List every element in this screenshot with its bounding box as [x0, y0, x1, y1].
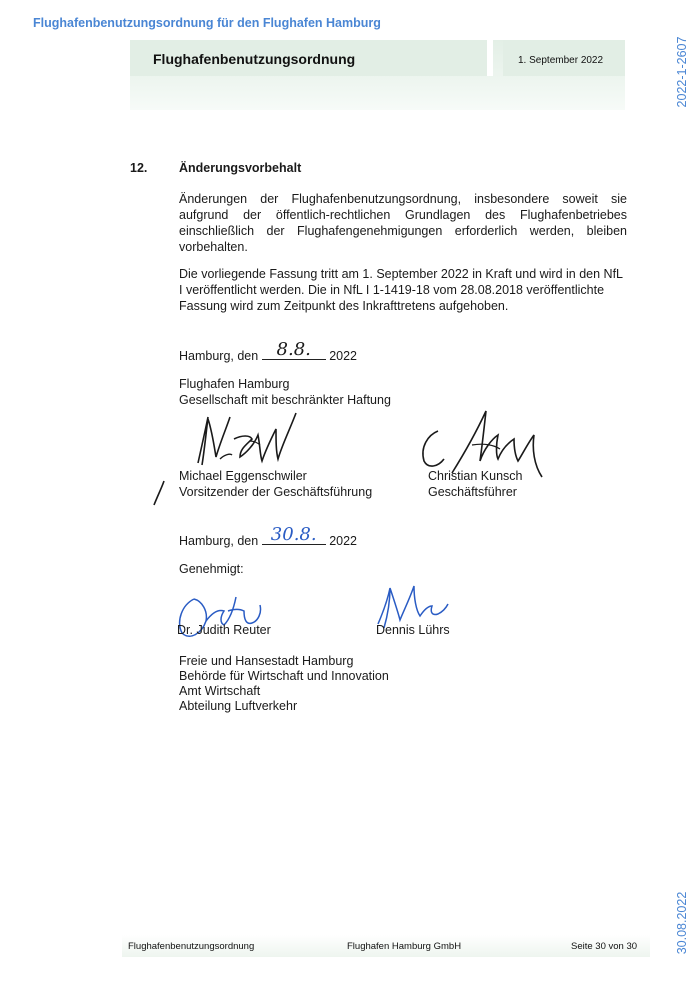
footer-left: Flughafenbenutzungsordnung — [128, 941, 255, 952]
section-title: Änderungsvorbehalt — [179, 161, 302, 175]
top-document-title: Flughafenbenutzungsordnung für den Flughafen Hamburg — [33, 16, 381, 30]
approved-label: Genehmigt: — [179, 562, 244, 576]
footer-page-number: Seite 30 von 30 — [571, 941, 638, 952]
signer-eggenschwiler-name: Michael Eggenschwiler — [179, 469, 307, 483]
signer-kunsch-name: Christian Kunsch — [428, 469, 523, 483]
authority-line-2: Behörde für Wirtschaft und Innovation — [179, 669, 389, 683]
side-date-stamp: 30.08.2022 — [675, 891, 689, 955]
year: 2022 — [329, 349, 357, 363]
year-2: 2022 — [329, 534, 357, 548]
signer-eggenschwiler-role: Vorsitzender der Geschäftsführung — [179, 485, 373, 499]
handwritten-date-2: 30.8. — [270, 524, 317, 545]
place-prefix-2: Hamburg, den — [179, 534, 259, 548]
date-fill-in-2 — [262, 524, 326, 545]
document-title: Flughafenbenutzungsordnung — [153, 51, 356, 67]
authority-line-3: Amt Wirtschaft — [179, 684, 261, 698]
authority-line-1: Freie und Hansestadt Hamburg — [179, 654, 354, 668]
signing-date-line-1 — [179, 339, 357, 364]
handwritten-date: 8.8. — [276, 339, 311, 360]
signer-luehrs-name: Dennis Lührs — [376, 623, 450, 637]
footer-center: Flughafen Hamburg GmbH — [347, 941, 462, 952]
section-paragraph-1: Änderungen der Flughafenbenutzungsordnung, insbesondere soweit sie aufgrund der öffentlich-rechtlichen Grundlagen des Flughafenbetriebes einschließlich der Flughafengenehmigungen erforderlich werden, bleiben vorbehalten. — [179, 192, 627, 254]
signer-reuter-name: Dr. Judith Reuter — [177, 623, 271, 637]
side-document-id: 2022-1-2607 — [675, 36, 689, 108]
org-line-1: Flughafen Hamburg — [179, 377, 290, 391]
date-fill-in-1 — [262, 339, 326, 360]
document-date: 1. September 2022 — [518, 55, 604, 66]
section-number: 12. — [130, 161, 148, 175]
place-prefix: Hamburg, den — [179, 349, 259, 363]
section-paragraph-2: Die vorliegende Fassung tritt am 1. September 2022 in Kraft und wird in den NfL I veröffentlicht werden. Die in NfL I 1-1419-18 vom 28.08.2018 veröffentlichte Fassung wird zum Zeitpunkt des Inkrafttretens aufgehoben. — [179, 267, 623, 313]
signing-date-line-2 — [179, 524, 357, 549]
org-line-2: Gesellschaft mit beschränkter Haftung — [179, 393, 391, 407]
authority-line-4: Abteilung Luftverkehr — [179, 699, 298, 713]
signer-kunsch-role: Geschäftsführer — [428, 485, 517, 499]
